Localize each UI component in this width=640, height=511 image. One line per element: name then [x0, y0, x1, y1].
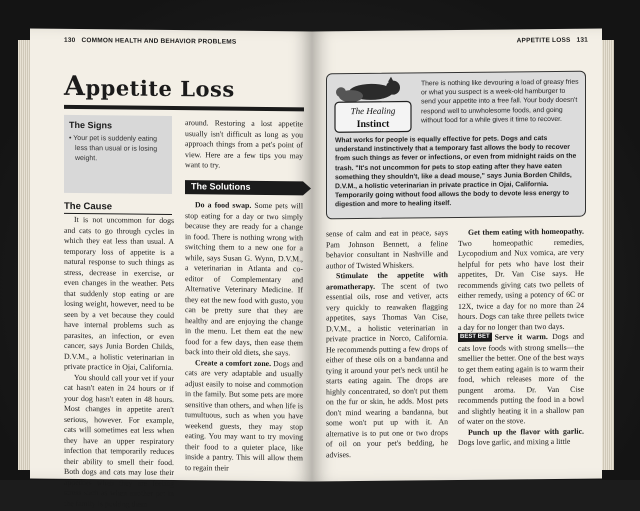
healing-intro: There is nothing like devouring a load of greasy fries or what you suspect is a week-old hamburger to send your appetite into a free fall. Your body doesn't respond well to unwholesome foods, and going without food for a while gives it time to recover. — [421, 78, 579, 125]
cause-paragraph-1: It is not uncommon for dogs and cats to go through cycles in which they eat less than usual. A temporary loss of appetite is a natural response to such things as stress, decrease in exercise, or even changes in the weather. Pets that suddenly stop eating or are losing weight, however, need to be seen by a vet because they could have internal problems such as parasites, an infection, or even cancer, says Junia Borden Childs, D.V.M., a holistic veterinarian in private practice in Ojai, California. — [64, 214, 174, 373]
signs-bullet: • Your pet is suddenly eating less than usual or is losing weight. — [69, 134, 158, 163]
healing-body: What works for people is equally effective for pets. Dogs and cats understand instinctively that a temporary fast allows the body to recover from such things as fever or infections, or even from midnight raids on the trash. "It's not uncommon for pets to stop eating after they have eaten something they shouldn't, like a dead mouse," says Junia Borden Childs, D.V.M., a holistic veterinarian in private practice in Ojai, California. Temporarily going without food allows the body to devote less energy to digestion and more to healing itself. — [335, 135, 577, 209]
food-swap-paragraph — [185, 200, 303, 359]
chapter-title: Appetite Loss — [64, 71, 304, 112]
homeopathy-text: Two homeopathic remedies, Lycopodium and Nux vomica, are very helpful for pets who have lost their appetites, Dr. Van Cise says. He recommends giving cats two pellets of either remedy, using a potency of 6C or 12X, twice a day for no more than 24 hours. Dogs can take three pellets twice a day for no longer than two days. — [458, 237, 584, 332]
left-column-1 — [64, 215, 174, 510]
right-page — [312, 28, 602, 481]
cause-heading: The Cause — [64, 201, 172, 215]
aromatherapy-lead: Stimulate the appetite with aromatherapy. — [326, 270, 448, 291]
food-swap-text: Some pets will stop eating for a day or two simply because they are ready for a change in food. There is nothing wrong with switching them to a new one for a while, says Susan G. Wynn, D.V.M., a veterinarian in Atlanta and co-editor of Complementary and Alternative Veterinary Medicine. If they eat the new food with gusto, you can be pretty sure that they are healthy and are enjoying the change in the menu. Let them eat the new food for a few days, then ease them back into their old diets, she says. — [185, 200, 303, 358]
left-running-head-text: COMMON HEALTH AND BEHAVIOR PROBLEMS — [81, 37, 237, 46]
healing-logo-line-1: The Healing — [350, 105, 396, 117]
open-book — [10, 30, 630, 509]
solutions-heading: The Solutions — [185, 180, 303, 195]
comfort-zone-paragraph — [185, 358, 303, 475]
aromatherapy-text: The scent of two essential oils, rose and vetiver, acts very quickly to reawaken flagging appetites, says Thomas Van Cise, D.V.M., a holistic veterinarian in private practice in Norco, California. He recommends putting a few drops of either of these oils on a bandanna and tying it around your pet's neck until he starts eating again. The drops are highly concentrated, so don't put them on the fur or skin, he adds. Most pets don't mind wearing a bandanna, but some won't put up with it. An alternative is to put one or two drops of oil on your pet's bedding, he advises. — [326, 280, 448, 459]
right-page-number: 131 — [576, 36, 588, 44]
signs-heading: The Signs — [69, 119, 113, 131]
left-column-2-top — [185, 118, 303, 172]
garlic-text: Dogs love garlic, and mixing a little — [458, 436, 571, 447]
left-running-head — [64, 37, 236, 46]
aromatherapy-paragraph — [326, 270, 448, 460]
solutions-intro: around. Restoring a lost appetite usually isn't difficult as long as you approach things from a pet's point of view. Here are a few tips you may want to try. — [185, 118, 303, 170]
right-column-2 — [458, 227, 584, 449]
comfort-zone-text: Dogs and cats are very adaptable and usually adjust easily to noise and commotion in the family. But some pets are more sensitive than others, and when life is tumultuous, such as when you have weekend guests, they may stop eating. You may want to try moving their food to a quieter place, like inside a pantry. This will allow them to regain their — [185, 358, 303, 473]
right-page-edges — [600, 40, 614, 470]
homeopathy-lead: Get them eating with homeopathy. — [468, 226, 584, 237]
healing-instinct-logo — [331, 77, 415, 138]
homeopathy-paragraph — [458, 227, 584, 333]
garlic-lead: Punch up the flavor with garlic. — [468, 426, 584, 437]
garlic-paragraph — [458, 426, 584, 448]
dog-cat-icon — [336, 77, 400, 103]
left-page — [30, 29, 312, 509]
left-column-2-bottom — [185, 200, 303, 474]
serve-warm-paragraph — [458, 332, 584, 428]
right-running-head — [517, 37, 588, 45]
best-bet-badge: BEST BET — [460, 333, 490, 340]
serve-warm-lead: Serve it warm. — [494, 332, 548, 342]
calm-paragraph: sense of calm and eat in peace, says Pam Johnson Bennett, a feline behavior consultant in Nashville and author of Twisted Whiskers. — [326, 228, 448, 270]
healing-instinct-box — [326, 71, 586, 220]
right-column-1 — [326, 228, 448, 460]
comfort-zone-lead: Create a comfort zone. — [195, 357, 272, 368]
serve-warm-text: Dogs and cats love foods with strong smells—the smellier the better. One of the best ways to get them eating again is to warm their food, which releases more of the pungent aroma. Dr. Van Cise recommends putting the food in a bowl and slightly heating it in a shallow pan of water on the stove. — [458, 331, 585, 426]
food-swap-lead: Do a food swap. — [195, 200, 252, 210]
healing-logo-line-2: Instinct — [356, 118, 390, 131]
cause-paragraph-2: You should call your vet if your cat hasn't eaten in 24 hours or if your dog hasn't eaten in 48 hours. Most changes in appetite aren't serious, however. For example, cats will sometimes eat less when they have an upper respiratory infection that temporarily reduces their ability to smell their food. Both dogs and cats may lose their appetites when they are feeling stress such as when another pet in the family is pushing them — [64, 372, 174, 509]
left-page-number: 130 — [64, 36, 76, 44]
signs-box — [64, 115, 172, 194]
right-running-head-text: APPETITE LOSS — [516, 36, 571, 45]
